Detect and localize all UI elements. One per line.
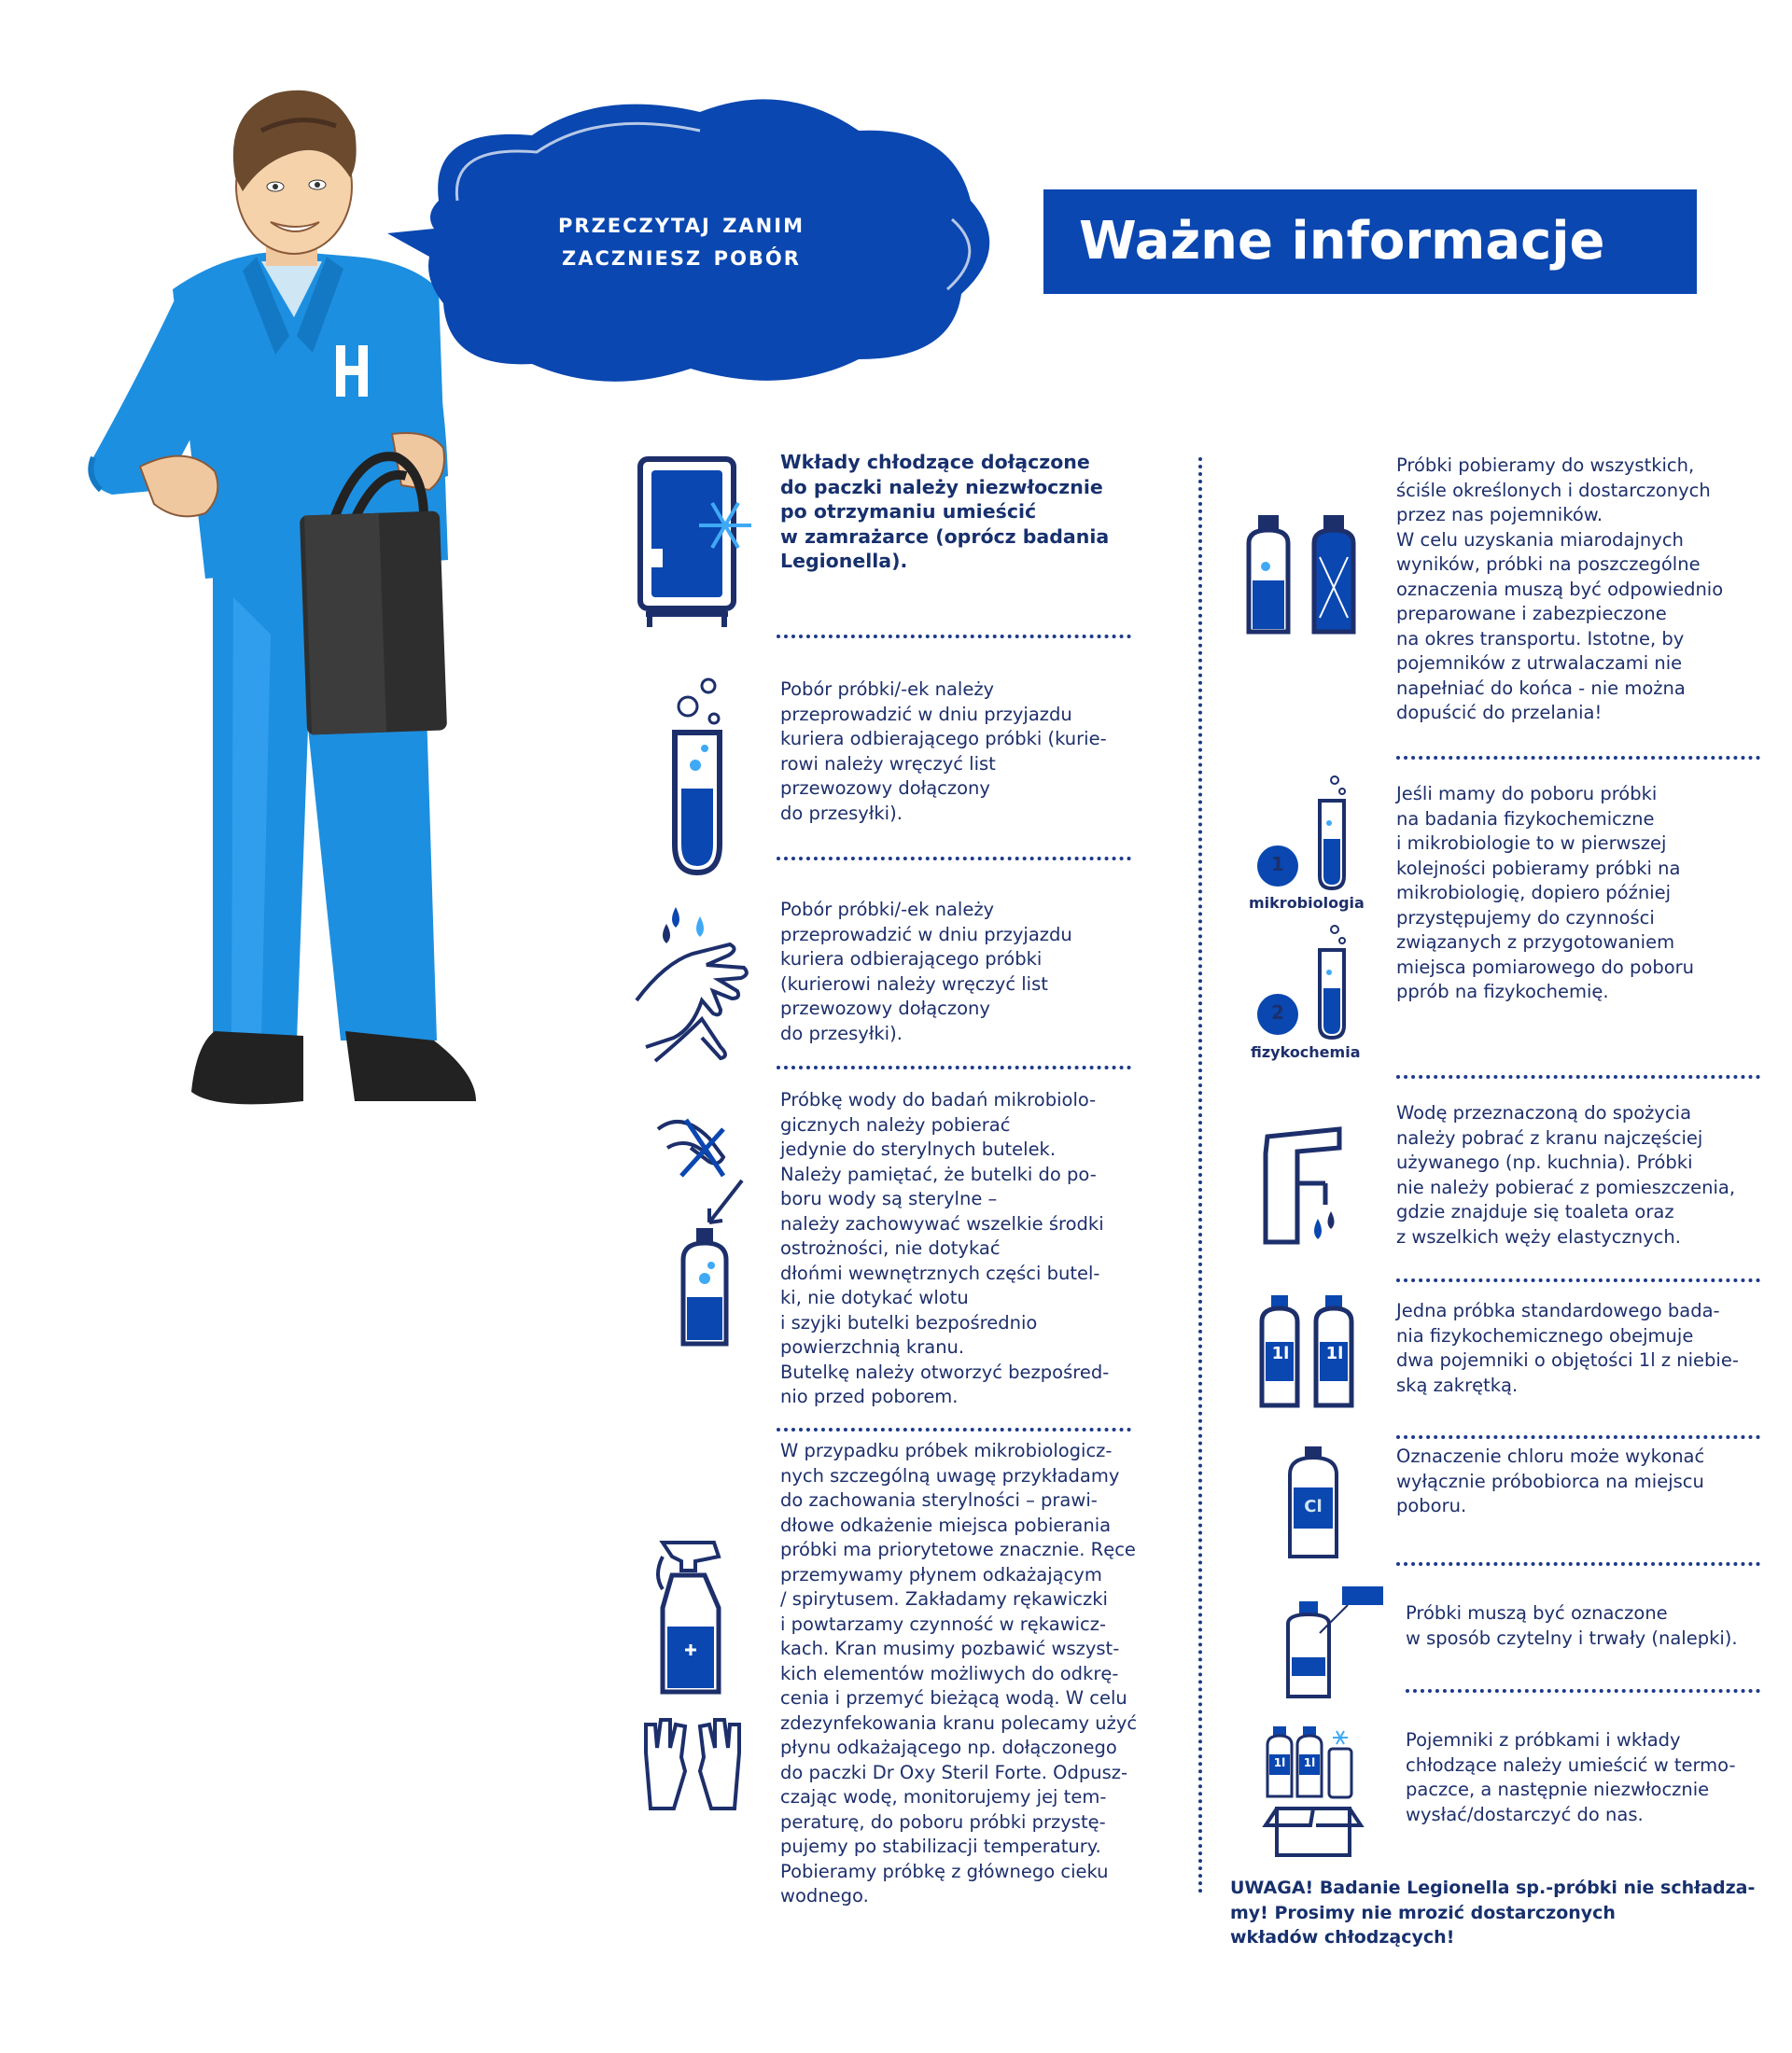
test-tube-icon [667, 677, 737, 882]
info-text-disinfection: W przypadku próbek mikrobiologicz- nych szczególną uwagę przykładamy do zachowania sterylności – prawi- dłowe odkażenie miejsca pobierania próbki ma priorytetowe znacznie. Ręce przemywamy płynem odkażającym / spirytusem. Zakładamy rękawiczki i powtarzamy czynność w rękawicz- kach. Kran musimy pozbawić wszyst- kich elementów możliwych do odkrę- cenia i przemyć bieżącą wodą. W celu zdezynfekowania kranu polecamy użyć płynu odkażającego np. dołączonego do paczki Dr Oxy Steril Forte. Odpusz- czając wodę, monitorujemy jej tem- peraturę, do poboru próbki przystę- pujemy po stabilizacji temperatury. Pobieramy próbkę z głównego cieku wodnego. [780, 1440, 1138, 1906]
title-banner [1043, 189, 1697, 294]
step-number-2: 2 [1271, 1001, 1284, 1024]
cooler-bottle-label-b: 1l [1303, 1756, 1316, 1769]
separator [1396, 756, 1760, 760]
separator [1406, 1689, 1760, 1693]
info-text-shipping: Pojemniki z próbkami i wkłady chłodzące należy umieścić w termo- paczce, a następnie niezwłocznie wysłać/dostarczyć do nas. [1406, 1729, 1736, 1825]
separator [777, 857, 1131, 860]
sterile-bottle-icon [653, 1110, 756, 1353]
sequence-tubes-icon [1254, 769, 1357, 1077]
tap-icon [1260, 1125, 1363, 1247]
separator [777, 635, 1131, 638]
bottles-icon [1245, 515, 1357, 636]
hand-washing-icon [627, 898, 767, 1066]
label-fizykochemia: fizykochemia [1251, 1043, 1361, 1061]
info-text-containers: Próbki pobieramy do wszystkich, ściśle określonych i dostarczonych przez nas pojemników. W celu uzyskania miarodajnych wyników, próbki na poszczególne oznaczenia muszą być odpowiednio preparowane i zabezpieczone na okres transportu. Istotne, by pojemników z utrwalaczami nie napełniać do końca - nie można dopuścić do przelania! [1396, 454, 1724, 723]
cooler-bottle-label-a: 1l [1273, 1756, 1286, 1769]
info-text-standard-sample: Jedna próbka standardowego bada- nia fizykochemicznego obejmuje dwa pojemniki o objętości 1l z niebie- ską zakrętką. [1396, 1300, 1739, 1396]
column-divider [1198, 457, 1202, 1894]
bottle-label-cl: Cl [1304, 1497, 1323, 1516]
disinfectant-spray-icon [653, 1538, 737, 1697]
info-text-hygiene: Pobór próbki/-ek należy przeprowadzić w dniu przyjazdu kuriera odbierającego próbki (kurierowi należy wręczyć list przewozowy dołączony do przesyłki). [780, 899, 1072, 1044]
separator [777, 1428, 1131, 1432]
info-text-sterile: Próbkę wody do badań mikrobiolo- gicznych należy pobierać jedynie do sterylnych butelek. Należy pamiętać, że butelki do po- boru wody są sterylne – należy zachowywać wszelkie środki ostrożności, nie dotykać dłońmi wewnętrznych części butel- ki, nie dotykać wlotu i szyjki butelki bezpośrednio powierzchnią kranu. Butelkę należy otworzyć bezpośred- nio przed poborem. [780, 1089, 1110, 1407]
separator [1396, 1435, 1760, 1439]
info-text-freezer: Wkłady chłodzące dołączone do paczki należy niezwłocznie po otrzymaniu umieścić w zamrażarce (oprócz badania Legionella). [780, 451, 1110, 572]
info-text-tap: Wodę przeznaczoną do spożycia należy pobrać z kranu najczęściej używanego (np. kuchnia). Próbki nie należy pobierać z pomieszczenia, gdzie znajduje się toaleta oraz z wszelkich węży elastycznych. [1396, 1102, 1736, 1248]
info-text-courier: Pobór próbki/-ek należy przeprowadzić w dniu przyjazdu kuriera odbierającego próbki (kurie- rowi należy wręczyć list przewozowy dołączony do przesyłki). [780, 678, 1107, 824]
warning-text: UWAGA! Badanie Legionella sp.-próbki nie schładza- my! Prosimy nie mrozić dostarczonych wkładów chłodzących! [1230, 1878, 1756, 1948]
info-text-chlorine: Oznaczenie chloru może wykonać wyłącznie próbobiorca na miejscu poboru. [1396, 1445, 1705, 1516]
label-mikrobiologia: mikrobiologia [1249, 894, 1365, 912]
bottle-label-1l-a: 1l [1271, 1344, 1290, 1363]
bubble-text: przeczytaj zanim zaczniesz pobór [558, 207, 805, 272]
cooler-box-icon [1264, 1726, 1366, 1857]
gloves-icon [637, 1715, 749, 1818]
info-text-order: Jeśli mamy do poboru próbki na badania fizykochemiczne i mikrobiologie to w pierwszej kolejności pobieramy próbki na mikrobiologię, dopiero później przystępujemy do czynności związanych z przygotowaniem miejsca pomiarowego do poboru pprób na fizykochemię. [1396, 783, 1694, 1002]
page-title: Ważne informacje [1079, 211, 1605, 272]
separator [1396, 1075, 1760, 1079]
separator [1396, 1562, 1760, 1566]
info-text-labels: Próbki muszą być oznaczone w sposób czytelny i trwały (nalepki). [1406, 1602, 1738, 1649]
separator [1396, 1278, 1760, 1282]
freezer-icon [637, 455, 758, 633]
labelled-bottle-icon [1282, 1586, 1385, 1698]
step-number-1: 1 [1271, 853, 1284, 875]
bottle-label-1l-b: 1l [1325, 1344, 1344, 1363]
separator [777, 1066, 1131, 1069]
